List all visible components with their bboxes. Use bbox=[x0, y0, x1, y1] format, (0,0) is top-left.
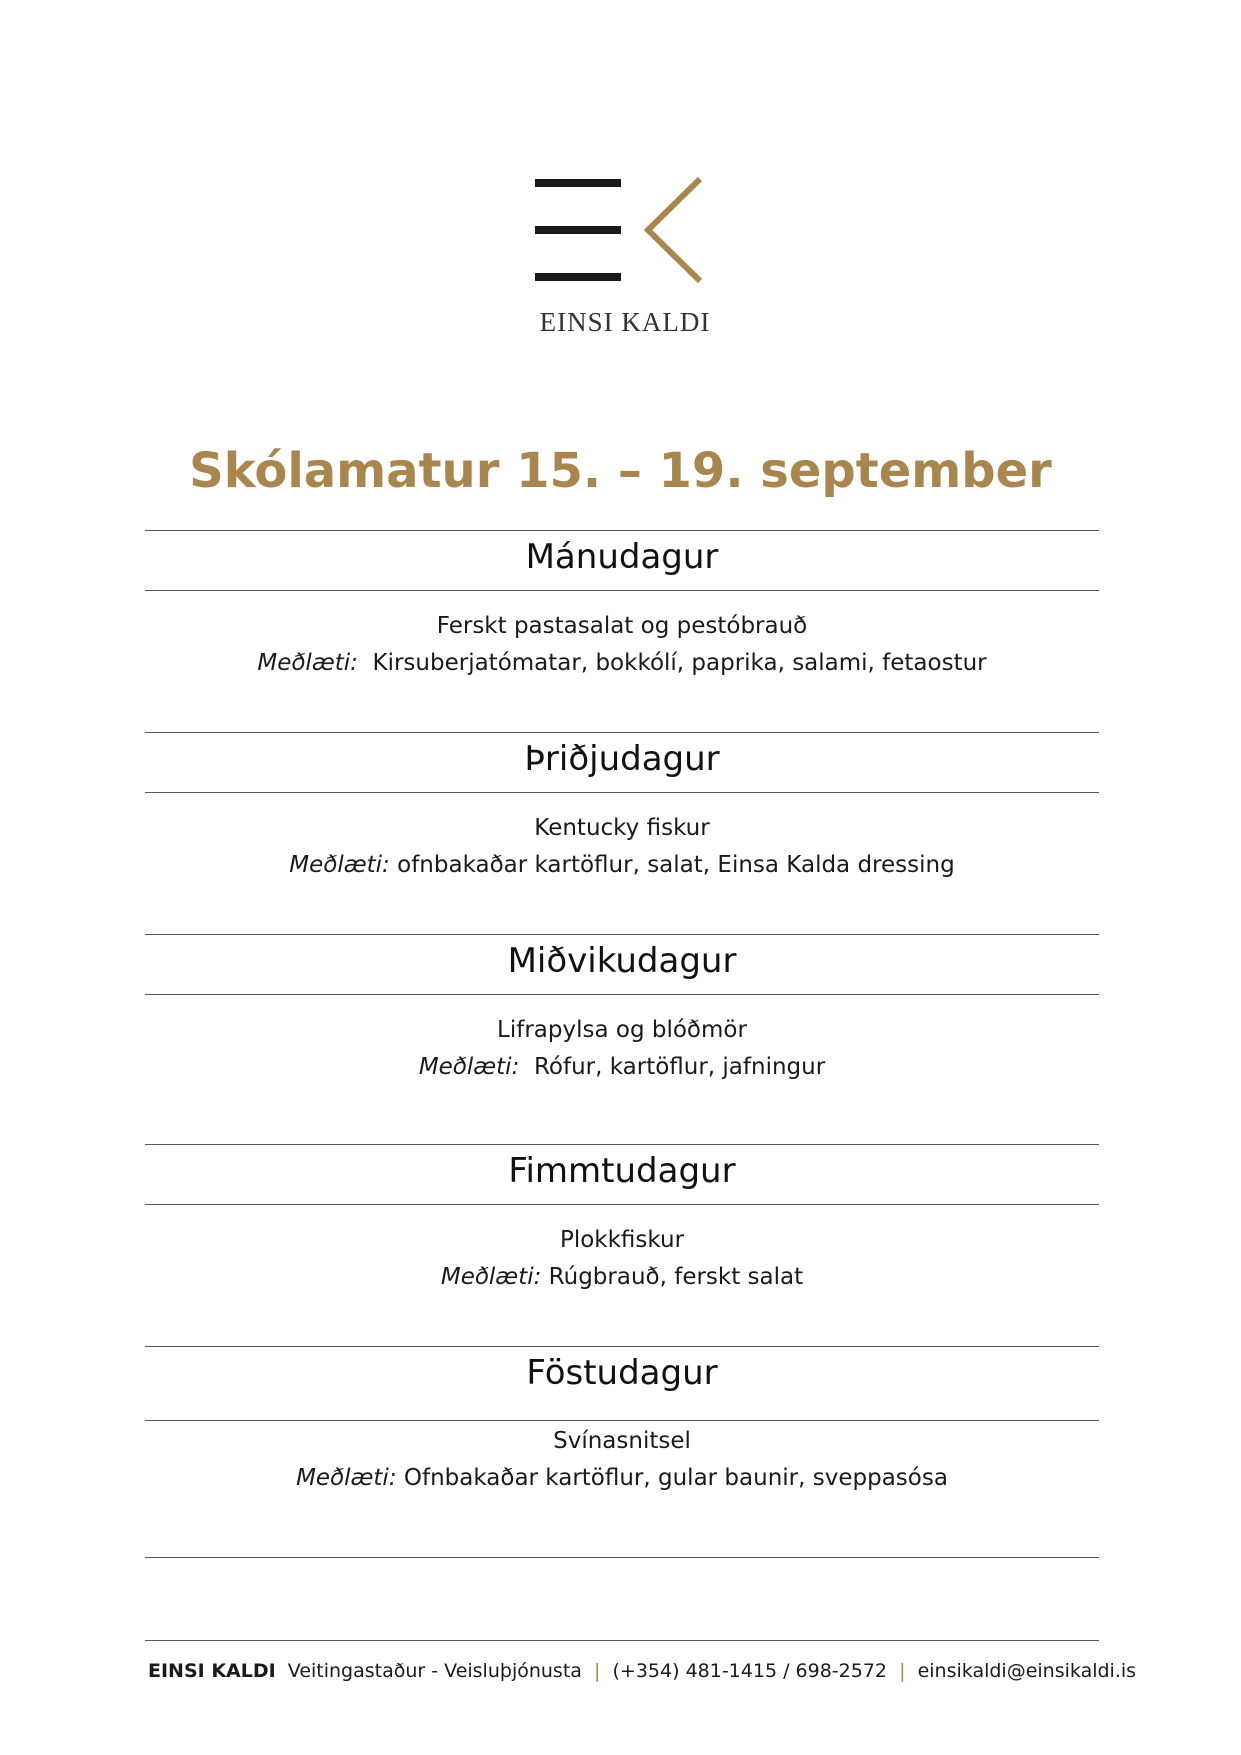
divider bbox=[145, 590, 1099, 591]
sides-label: Meðlæti: bbox=[296, 1465, 397, 1491]
day-heading-wednesday: Miðvikudagur bbox=[507, 941, 737, 981]
dish-thursday: Plokkfiskur bbox=[559, 1227, 685, 1253]
divider bbox=[145, 1557, 1099, 1558]
sides-label: Meðlæti: bbox=[418, 1054, 520, 1080]
footer-separator: | bbox=[899, 1660, 906, 1682]
footer-divider bbox=[145, 1640, 1099, 1641]
footer-services: Veitingastaður - Veisluþjónusta bbox=[287, 1660, 582, 1682]
sides-label: Meðlæti: bbox=[289, 852, 390, 878]
footer-phone: (+354) 481-1415 / 698-2572 bbox=[612, 1660, 887, 1682]
sides-text: Kirsuberjatómatar, bokkólí, paprika, salami, fetaostur bbox=[357, 650, 987, 676]
dish-friday: Svínasnitsel bbox=[553, 1428, 691, 1454]
logo-wordmark: EINSI KALDI bbox=[539, 307, 711, 337]
einsi-kaldi-logo-mark bbox=[530, 175, 720, 285]
dish-tuesday: Kentucky fiskur bbox=[534, 815, 710, 841]
divider bbox=[145, 792, 1099, 793]
sides-wednesday bbox=[145, 1054, 1099, 1080]
day-heading-friday: Föstudagur bbox=[526, 1353, 718, 1393]
sides-text: ofnbakaðar kartöflur, salat, Einsa Kalda dressing bbox=[389, 852, 955, 878]
sides-label: Meðlæti: bbox=[440, 1264, 542, 1290]
divider bbox=[145, 1346, 1099, 1347]
footer-brand: EINSI KALDI bbox=[148, 1660, 276, 1682]
page-title: Skólamatur 15. – 19. september bbox=[189, 443, 1052, 499]
sides-text: Rófur, kartöflur, jafningur bbox=[519, 1054, 826, 1080]
day-heading-tuesday: Þriðjudagur bbox=[524, 739, 720, 779]
sides-monday bbox=[145, 650, 1099, 676]
divider bbox=[145, 934, 1099, 935]
dish-monday: Ferskt pastasalat og pestóbrauð bbox=[436, 613, 808, 639]
logo bbox=[530, 175, 720, 345]
sides-thursday bbox=[145, 1264, 1099, 1290]
footer-separator: | bbox=[594, 1660, 601, 1682]
day-heading-monday: Mánudagur bbox=[525, 537, 719, 577]
divider bbox=[145, 732, 1099, 733]
divider bbox=[145, 1420, 1099, 1421]
day-heading-thursday: Fimmtudagur bbox=[508, 1151, 736, 1191]
sides-text: Rúgbrauð, ferskt salat bbox=[541, 1264, 804, 1290]
divider bbox=[145, 994, 1099, 995]
footer bbox=[148, 1660, 1137, 1682]
footer-email: einsikaldi@einsikaldi.is bbox=[917, 1660, 1137, 1682]
dish-wednesday: Lifrapylsa og blóðmör bbox=[497, 1017, 747, 1043]
sides-friday bbox=[145, 1465, 1099, 1491]
divider bbox=[145, 530, 1099, 531]
divider bbox=[145, 1204, 1099, 1205]
sides-text: Ofnbakaðar kartöflur, gular baunir, sveppasósa bbox=[396, 1465, 948, 1491]
sides-label: Meðlæti: bbox=[257, 650, 358, 676]
sides-tuesday bbox=[145, 852, 1099, 878]
divider bbox=[145, 1144, 1099, 1145]
